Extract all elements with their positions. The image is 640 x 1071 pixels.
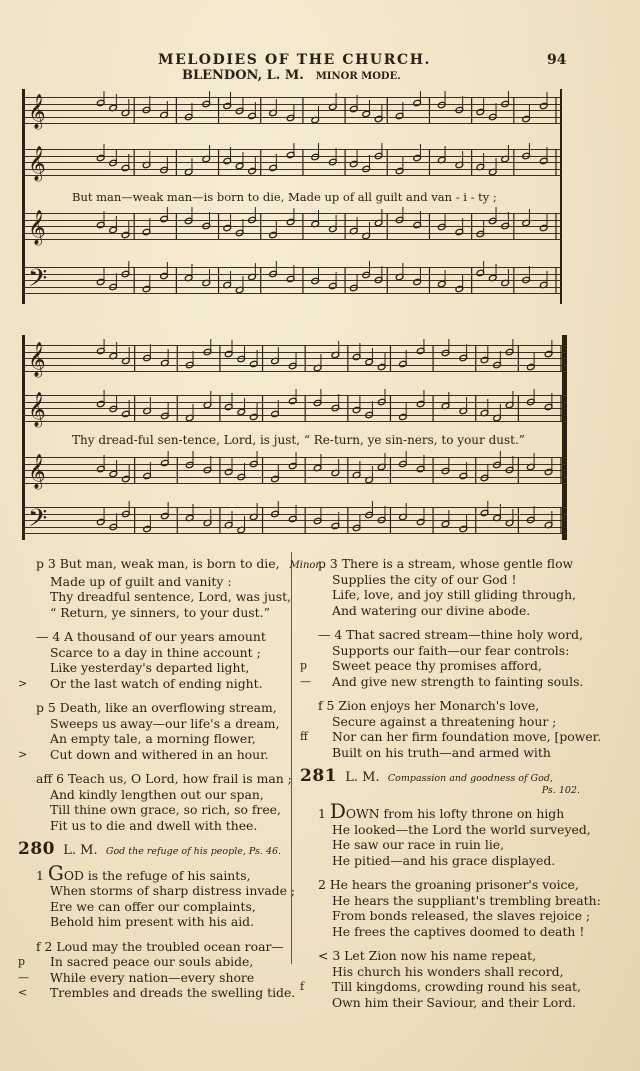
verse-text: Supplies the city of our God ! xyxy=(332,571,517,587)
lyric-line-2: Thy dread-ful sen-tence, Lord, is just, “ Re-turn, ye sin-ners, to your dust.” xyxy=(72,433,525,447)
verse-line xyxy=(18,675,288,692)
dynamic-mark: f xyxy=(300,980,305,993)
staff-notes xyxy=(22,207,562,247)
stanza xyxy=(36,556,323,620)
clef-icon: 𝄞 xyxy=(28,454,46,489)
stanza xyxy=(318,799,591,868)
verse-text: Secure against a threatening hour ; xyxy=(332,713,557,729)
verse-line xyxy=(318,745,580,761)
verse-line xyxy=(36,914,288,930)
drop-cap: D xyxy=(329,799,346,823)
verse-line xyxy=(318,923,585,940)
page-header xyxy=(0,52,640,88)
verse-line xyxy=(36,771,292,787)
verse-number: < 3 xyxy=(318,948,345,963)
hymn-subtitle: Compassion and goodness of God, xyxy=(387,773,553,784)
staff-notes xyxy=(22,91,562,131)
verse-text: His church his wonders shall record, xyxy=(332,963,564,979)
verse-number: p 3 xyxy=(318,556,342,571)
tune-heading xyxy=(182,68,401,83)
verse-line xyxy=(318,556,580,572)
music-staff xyxy=(22,264,562,299)
verse-line xyxy=(300,729,602,745)
stanza xyxy=(18,938,296,1001)
verse-text: While every nation—every shore xyxy=(50,969,255,985)
stanza xyxy=(318,877,601,939)
stanza xyxy=(300,698,602,760)
verse-line xyxy=(318,908,591,924)
verse-line xyxy=(18,985,296,1001)
verse-text: Built on his truth—and armed with xyxy=(332,744,551,760)
verse-text: Life, love, and joy still gliding through, xyxy=(332,587,577,602)
verse-text: Loud may the troubled ocean roar— xyxy=(56,938,284,954)
verse-text: Teach us, O Lord, how frail is man ; xyxy=(67,771,292,786)
dynamic-mark: ff xyxy=(300,730,308,743)
verse-number: p 5 xyxy=(36,700,60,715)
verse-number: 1 xyxy=(36,867,48,883)
staff-notes xyxy=(22,143,562,183)
verse-line xyxy=(36,787,288,803)
verse-text: Cut down and withered in an hour. xyxy=(50,746,269,762)
verse-number: — 4 xyxy=(36,629,65,644)
clef-icon: 𝄢 xyxy=(28,264,48,299)
verse-line xyxy=(36,605,288,621)
verse-line xyxy=(318,643,580,659)
verse-line xyxy=(36,645,288,661)
verse-line xyxy=(318,714,580,730)
stanza xyxy=(300,627,584,689)
verse-line xyxy=(300,673,584,690)
verse-line xyxy=(318,587,580,603)
music-staff xyxy=(22,504,567,539)
clef-icon: 𝄞 xyxy=(28,94,46,129)
verse-line xyxy=(318,698,580,714)
verse-line xyxy=(18,969,288,986)
verse-text: In sacred peace our souls abide, xyxy=(50,954,254,969)
verse-line xyxy=(318,821,591,838)
verse-text: Supports our faith—our fear controls: xyxy=(332,642,570,658)
stanza xyxy=(18,700,288,762)
verse-text: Scarce to a day in thine account ; xyxy=(50,644,261,660)
drop-cap: G xyxy=(47,860,64,885)
verse-number: — 4 xyxy=(318,627,347,642)
verse-line xyxy=(36,716,288,732)
verse-number: aff 6 xyxy=(36,771,68,786)
verse-line xyxy=(318,853,580,869)
lyric-line-1: But man—weak man—is born to die, Made up of all guilt and van - i - ty ; xyxy=(72,190,497,204)
music-system-2 xyxy=(22,335,567,540)
dynamic-mark: — xyxy=(18,970,29,984)
verse-line xyxy=(36,574,288,590)
verse-line xyxy=(318,995,580,1011)
verse-text: He hears the groaning prisoner's voice, xyxy=(329,877,579,892)
music-staff xyxy=(22,210,562,245)
verse-text: And watering our divine abode. xyxy=(332,602,531,618)
clef-icon: 𝄞 xyxy=(28,210,46,245)
verse-line xyxy=(18,954,288,970)
verse-text: And kindly lengthen out our span, xyxy=(50,786,264,802)
verse-text: Death, like an overflowing stream, xyxy=(59,700,277,715)
hymn-meter: L. M. xyxy=(55,843,106,858)
tune-mode: MINOR MODE. xyxy=(315,71,401,82)
verse-number: f 5 xyxy=(318,698,339,713)
dynamic-mark: > xyxy=(18,676,28,690)
verse-text: Own him their Saviour, and their Lord. xyxy=(332,994,576,1010)
verse-number: 1 xyxy=(318,806,330,821)
verse-text: Nor can her firm foundation move, [power. xyxy=(332,729,602,744)
dynamic-mark: p xyxy=(300,659,308,672)
verse-text: Fit us to die and dwell with thee. xyxy=(50,817,258,833)
music-staff xyxy=(22,94,562,129)
verse-text: When storms of sharp distress invade ; xyxy=(50,883,296,898)
verse-text: Made up of guilt and vanity : xyxy=(50,573,232,589)
music-staff xyxy=(22,454,567,489)
verse-text: Let Zion now his name repeat, xyxy=(344,948,537,963)
verse-text: A thousand of our years amount xyxy=(64,629,266,644)
verse-text: Ere we can offer our complaints, xyxy=(50,898,256,914)
clef-icon: 𝄞 xyxy=(28,146,46,181)
verse-line xyxy=(318,837,580,853)
verse-text: Behold him present with his aid. xyxy=(50,914,255,929)
verse-text: An empty tale, a morning flower, xyxy=(50,731,256,746)
dynamic-mark: < xyxy=(18,986,28,999)
verse-line xyxy=(318,892,601,909)
verse-number: 2 xyxy=(318,877,330,892)
column-divider xyxy=(291,552,292,964)
staff-notes xyxy=(22,451,567,491)
verse-line xyxy=(36,818,288,834)
verse-line xyxy=(36,589,292,605)
verse-text: OWN from his lofty throne on high xyxy=(345,806,565,821)
hymn-meter: L. M. xyxy=(337,770,388,785)
hymn-number: 280 xyxy=(18,839,55,859)
verse-text: That sacred stream—thine holy word, xyxy=(346,627,584,642)
stanza xyxy=(18,629,288,691)
verse-text: Till thine own grace, so rich, so free, xyxy=(50,802,281,817)
verse-line xyxy=(300,658,580,674)
music-staff xyxy=(22,342,567,377)
verse-text: Sweeps us away—our life's a dream, xyxy=(50,715,280,731)
verse-text: “ Return, ye sinners, to your dust.” xyxy=(50,604,270,620)
verse-line xyxy=(36,731,288,747)
clef-icon: 𝄞 xyxy=(28,342,46,377)
hymn-heading xyxy=(18,839,288,860)
page-title: MELODIES OF THE CHURCH. xyxy=(158,52,432,68)
verse-line xyxy=(36,939,288,955)
verse-text: Thy dreadful sentence, Lord, was just, xyxy=(50,589,292,604)
verse-line xyxy=(36,802,288,818)
verse-text: Like yesterday's departed light, xyxy=(50,660,250,675)
music-staff xyxy=(22,392,567,427)
hymn-number: 281 xyxy=(300,766,337,786)
hymn-heading xyxy=(300,766,580,798)
dynamic-mark: — xyxy=(300,674,311,688)
verse-text: Zion enjoys her Monarch's love, xyxy=(338,698,540,713)
clef-icon: 𝄞 xyxy=(28,392,46,427)
stanza xyxy=(36,771,292,833)
page-number: 94 xyxy=(547,52,567,68)
verse-line xyxy=(36,860,288,885)
verse-text: But man, weak man, is born to die, xyxy=(59,556,280,571)
stanza xyxy=(300,948,581,1010)
hymn-subtitle: God the refuge of his people, Ps. 46. xyxy=(105,846,282,857)
verse-line xyxy=(36,883,296,899)
verse-line xyxy=(318,877,580,893)
music-staff xyxy=(22,146,562,181)
verse-number: p 3 xyxy=(36,556,60,571)
verse-line xyxy=(318,964,580,980)
staff-notes xyxy=(22,389,567,429)
music-system-1 xyxy=(22,89,562,304)
verse-text: Till kingdoms, crowding round his seat, xyxy=(332,979,581,994)
verse-text: There is a stream, whose gentle flow xyxy=(341,556,574,571)
tune-name: BLENDON, L. M. xyxy=(182,68,304,83)
verse-note: Minor. xyxy=(289,560,323,571)
verse-line xyxy=(318,603,580,619)
staff-notes xyxy=(22,339,567,379)
dynamic-mark: p xyxy=(18,955,26,968)
verse-line xyxy=(36,660,288,676)
verse-text: And give new strength to fainting souls. xyxy=(332,673,584,689)
verse-text: Or the last watch of ending night. xyxy=(50,675,263,691)
verse-number: f 2 xyxy=(36,938,57,954)
verse-text: From bonds released, the slaves rejoice ; xyxy=(332,908,591,923)
dynamic-mark: > xyxy=(18,747,28,761)
stanza xyxy=(36,860,296,930)
verse-text: He frees the captives doomed to death ! xyxy=(332,923,585,939)
verse-line xyxy=(36,629,288,645)
verse-text: OD is the refuge of his saints, xyxy=(63,867,251,883)
verse-line xyxy=(18,746,288,763)
verse-line xyxy=(36,700,288,716)
stanza xyxy=(318,556,580,618)
clef-icon: 𝄢 xyxy=(28,504,48,539)
hymn-subtitle-ref: Ps. 102. xyxy=(541,784,580,796)
verse-line xyxy=(36,899,288,915)
verse-text: He looked—the Lord the world surveyed, xyxy=(332,821,591,837)
verse-line xyxy=(318,627,584,643)
verse-text: He pitied—and his grace displayed. xyxy=(332,852,556,868)
verse-line xyxy=(36,556,323,574)
verse-text: He saw our race in ruin lie, xyxy=(332,837,505,852)
verse-text: Trembles and dreads the swelling tide. xyxy=(50,985,296,1000)
verse-line xyxy=(300,979,581,995)
verse-text: He hears the suppliant's trembling breath: xyxy=(332,892,601,908)
staff-notes xyxy=(22,501,567,541)
verse-text: Sweet peace thy promises afford, xyxy=(332,658,542,673)
staff-notes xyxy=(22,261,562,301)
verse-line xyxy=(318,948,580,964)
verse-line xyxy=(318,572,580,588)
verse-line xyxy=(318,799,580,823)
